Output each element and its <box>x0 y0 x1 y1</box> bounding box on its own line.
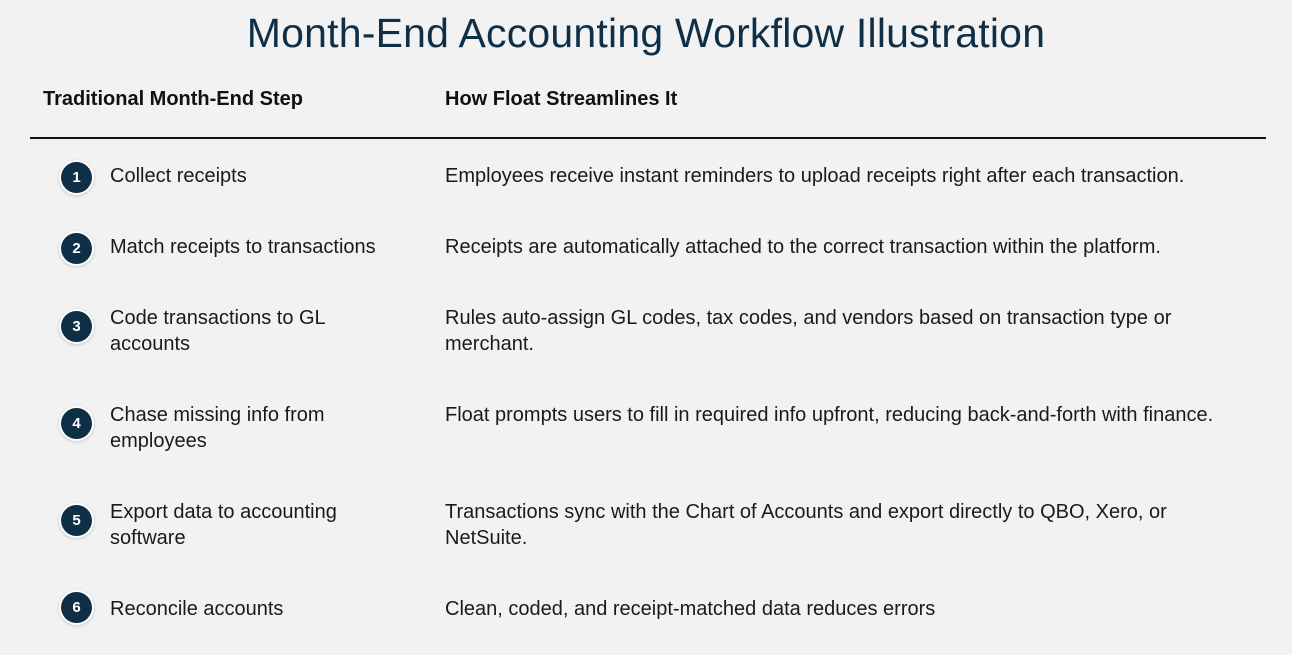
step-number-badge: 6 <box>61 592 92 623</box>
column-header-traditional-step: Traditional Month-End Step <box>43 88 303 110</box>
traditional-step-text: Code transactions to GL accounts <box>110 307 325 355</box>
float-description-text: Employees receive instant reminders to upload receipts right after each transaction. <box>445 165 1185 187</box>
traditional-step-text: Reconcile accounts <box>110 598 284 620</box>
float-description-text: Receipts are automatically attached to the correct transaction within the platform. <box>445 236 1161 258</box>
header-divider <box>30 137 1266 139</box>
float-description-text: Rules auto-assign GL codes, tax codes, and vendors based on transaction type or merchant. <box>445 307 1172 355</box>
diagram-title: Month-End Accounting Workflow Illustration <box>246 10 1046 56</box>
float-description-text: Transactions sync with the Chart of Accounts and export directly to QBO, Xero, or NetSuite. <box>445 501 1167 549</box>
step-number-badge: 4 <box>61 408 92 439</box>
traditional-step-text: Match receipts to transactions <box>110 236 376 258</box>
step-number-badge: 5 <box>61 505 92 536</box>
traditional-step-text: Chase missing info from employees <box>110 404 325 452</box>
float-description-text: Clean, coded, and receipt-matched data reduces errors <box>445 598 936 620</box>
step-number-badge: 1 <box>61 162 92 193</box>
step-number-badge: 2 <box>61 233 92 264</box>
traditional-step-text: Collect receipts <box>110 165 247 187</box>
float-description-text: Float prompts users to fill in required info upfront, reducing back-and-forth with finance. <box>445 404 1214 426</box>
step-number-badge: 3 <box>61 311 92 342</box>
traditional-step-text: Export data to accounting software <box>110 501 337 549</box>
column-header-float-streamlines: How Float Streamlines It <box>445 88 678 110</box>
